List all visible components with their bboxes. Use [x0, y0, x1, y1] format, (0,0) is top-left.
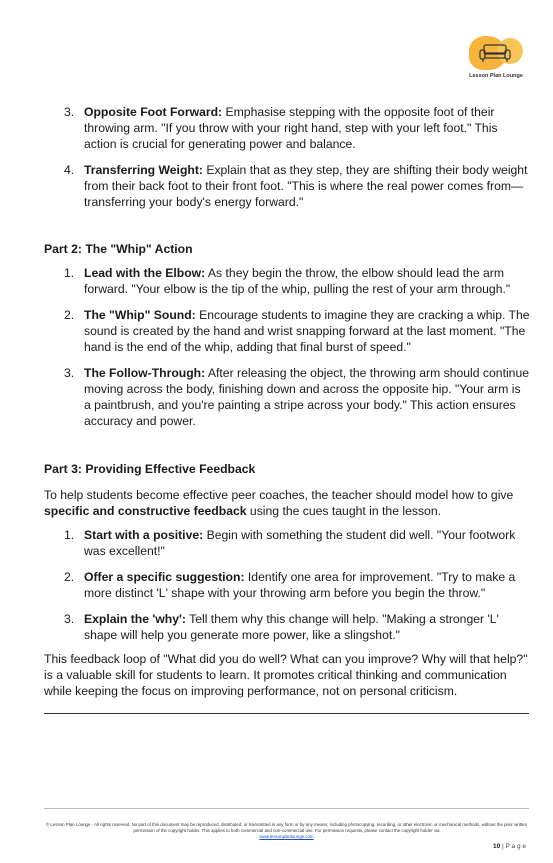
list-item	[44, 162, 530, 210]
intro-text-end: using the cues taught in the lesson.	[246, 504, 441, 518]
item-title: Explain the 'why':	[84, 612, 186, 626]
copyright-text: © Lesson Plan Lounge - All rights reserved. No part of this document may be reproduced, distributed, or transmitted in any form or by any means, including photocopying, recording, or other electronic or mechanical methods, without the prior written permission of the copyright holder. This applies to both commercial and non-commercial use. For permission requests, please contact the copyright holder via	[45, 822, 528, 833]
section-heading: Part 3: Providing Effective Feedback	[44, 462, 256, 476]
list-number: 1.	[64, 528, 75, 542]
list-item	[44, 569, 530, 601]
list-item	[44, 527, 530, 559]
section-divider	[44, 713, 529, 714]
page-number-value: 10	[492, 843, 501, 850]
item-title: Lead with the Elbow:	[84, 266, 206, 280]
item-text: Encourage students to imagine they are cracking a whip. The sound is created by the hand and wrist snapping forward at the last moment. "The hand is the end of the whip, adding that final burst of speed."	[84, 308, 530, 354]
lesson-plan-lounge-logo	[463, 36, 529, 88]
item-title: The Follow-Through:	[84, 366, 206, 380]
copyright-notice	[44, 822, 529, 840]
footer-divider	[44, 808, 529, 809]
item-title: Transferring Weight:	[84, 163, 203, 177]
website-link[interactable]: www.lessonplanlounge.com	[259, 834, 314, 839]
list-number: 1.	[64, 266, 75, 280]
list-number: 3.	[64, 612, 75, 626]
list-item	[44, 265, 530, 297]
list-item	[44, 104, 530, 152]
feedback-list	[44, 527, 530, 643]
sofa-icon	[479, 42, 511, 64]
page-number	[493, 843, 526, 850]
logo-text: Lesson Plan Lounge	[469, 73, 523, 79]
item-title: Offer a specific suggestion:	[84, 570, 245, 584]
list-item	[44, 365, 530, 429]
item-text: Emphasise stepping with the opposite foot of their throwing arm. "If you throw with your right hand, step with your left foot." This action is crucial for generating power and balance.	[84, 105, 498, 151]
item-title: Opposite Foot Forward:	[84, 105, 223, 119]
intro-paragraph	[44, 487, 530, 519]
item-text: Tell them why this change will help. "Making a stronger 'L' shape will help you generate more power, like a slingshot."	[84, 612, 499, 642]
item-text: After releasing the object, the throwing arm should continue moving across the body, finishing down and across the opposite hip. "Your arm is a paintbrush, and you're painting a stripe across your body." This action ensures accuracy and power.	[84, 366, 530, 428]
list-number: 3.	[64, 366, 75, 380]
list-number: 3.	[64, 105, 75, 119]
item-text: As they begin the throw, the elbow should lead the arm forward. "Your elbow is the tip of the whip, pulling the rest of your arm through."	[84, 266, 511, 296]
document-body	[44, 104, 530, 699]
item-text: Identify one area for improvement. "Try to make a more distinct 'L' shape with your throwing arm before you begin the throw."	[84, 570, 516, 600]
technique-list	[44, 104, 530, 210]
item-text: Explain that as they step, they are shifting their body weight from their back foot to their front foot. "This is where the real power comes from—transferring your body's energy forward."	[84, 163, 528, 209]
list-number: 2.	[64, 570, 75, 584]
item-title: Start with a positive:	[84, 528, 204, 542]
list-number: 4.	[64, 163, 75, 177]
closing-paragraph: This feedback loop of "What did you do well? What can you improve? Why will that help?" is a valuable skill for students to learn. It promotes critical thinking and communication while keeping the focus on improving performance, not on personal criticism.	[44, 652, 528, 698]
list-item	[44, 611, 530, 643]
section-heading: Part 2: The "Whip" Action	[44, 242, 193, 256]
page-label: | P a g e	[502, 843, 526, 850]
item-text: Begin with something the student did well. "Your footwork was excellent!"	[84, 528, 516, 558]
list-number: 2.	[64, 308, 75, 322]
intro-text: To help students become effective peer coaches, the teacher should model how to give	[44, 488, 514, 502]
whip-action-list	[44, 265, 530, 429]
intro-bold-text: specific and constructive feedback	[44, 504, 247, 518]
item-title: The "Whip" Sound:	[84, 308, 196, 322]
list-item	[44, 307, 530, 355]
